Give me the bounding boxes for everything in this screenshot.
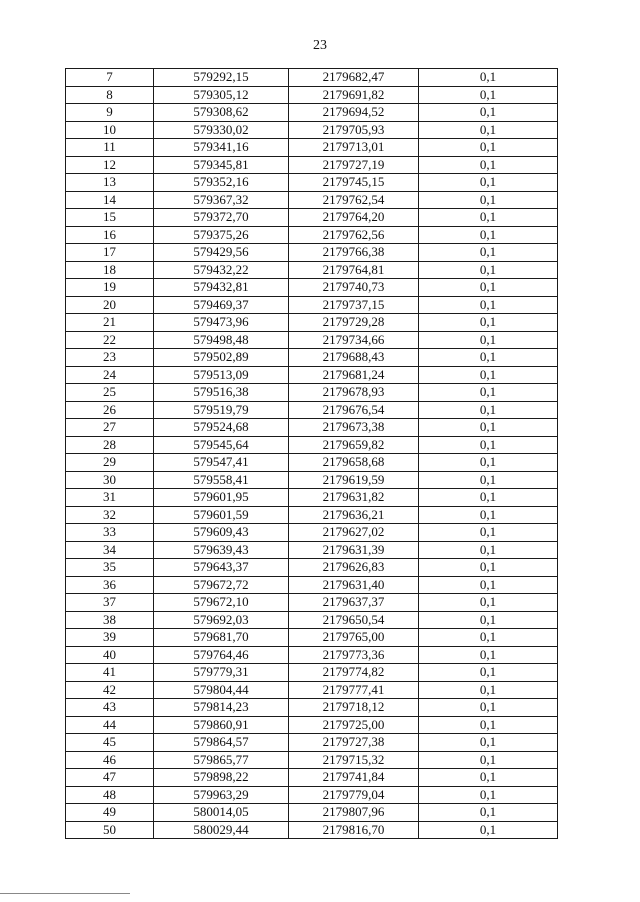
point-number-cell: 33	[66, 524, 154, 542]
y-coordinate-cell: 2179678,93	[289, 384, 419, 402]
y-coordinate-cell: 2179777,41	[289, 681, 419, 699]
y-coordinate-cell: 2179705,93	[289, 121, 419, 139]
accuracy-cell: 0,1	[419, 314, 558, 332]
x-coordinate-cell: 579305,12	[154, 86, 289, 104]
point-number-cell: 26	[66, 401, 154, 419]
x-coordinate-cell: 579643,37	[154, 559, 289, 577]
point-number-cell: 9	[66, 104, 154, 122]
y-coordinate-cell: 2179636,21	[289, 506, 419, 524]
point-number-cell: 10	[66, 121, 154, 139]
accuracy-cell: 0,1	[419, 261, 558, 279]
table-row	[66, 139, 558, 157]
point-number-cell: 25	[66, 384, 154, 402]
table-row	[66, 734, 558, 752]
y-coordinate-cell: 2179725,00	[289, 716, 419, 734]
point-number-cell: 39	[66, 629, 154, 647]
table-row	[66, 384, 558, 402]
table-row	[66, 191, 558, 209]
table-row	[66, 454, 558, 472]
x-coordinate-cell: 579814,23	[154, 699, 289, 717]
accuracy-cell: 0,1	[419, 331, 558, 349]
point-number-cell: 31	[66, 489, 154, 507]
x-coordinate-cell: 579372,70	[154, 209, 289, 227]
accuracy-cell: 0,1	[419, 664, 558, 682]
x-coordinate-cell: 579764,46	[154, 646, 289, 664]
point-number-cell: 22	[66, 331, 154, 349]
table-row	[66, 174, 558, 192]
accuracy-cell: 0,1	[419, 139, 558, 157]
x-coordinate-cell: 579469,37	[154, 296, 289, 314]
y-coordinate-cell: 2179727,38	[289, 734, 419, 752]
accuracy-cell: 0,1	[419, 646, 558, 664]
table-row	[66, 314, 558, 332]
x-coordinate-cell: 579473,96	[154, 314, 289, 332]
y-coordinate-cell: 2179626,83	[289, 559, 419, 577]
point-number-cell: 49	[66, 804, 154, 822]
accuracy-cell: 0,1	[419, 86, 558, 104]
point-number-cell: 42	[66, 681, 154, 699]
point-number-cell: 36	[66, 576, 154, 594]
accuracy-cell: 0,1	[419, 349, 558, 367]
point-number-cell: 14	[66, 191, 154, 209]
table-row	[66, 611, 558, 629]
accuracy-cell: 0,1	[419, 226, 558, 244]
page-bottom-rule	[0, 893, 130, 894]
point-number-cell: 32	[66, 506, 154, 524]
x-coordinate-cell: 579519,79	[154, 401, 289, 419]
table-row	[66, 244, 558, 262]
accuracy-cell: 0,1	[419, 69, 558, 87]
accuracy-cell: 0,1	[419, 384, 558, 402]
x-coordinate-cell: 579672,10	[154, 594, 289, 612]
point-number-cell: 21	[66, 314, 154, 332]
x-coordinate-cell: 579375,26	[154, 226, 289, 244]
x-coordinate-cell: 579860,91	[154, 716, 289, 734]
point-number-cell: 30	[66, 471, 154, 489]
point-number-cell: 34	[66, 541, 154, 559]
accuracy-cell: 0,1	[419, 121, 558, 139]
y-coordinate-cell: 2179688,43	[289, 349, 419, 367]
y-coordinate-cell: 2179658,68	[289, 454, 419, 472]
point-number-cell: 46	[66, 751, 154, 769]
point-number-cell: 38	[66, 611, 154, 629]
accuracy-cell: 0,1	[419, 279, 558, 297]
x-coordinate-cell: 579432,81	[154, 279, 289, 297]
table-row	[66, 786, 558, 804]
table-row	[66, 209, 558, 227]
x-coordinate-cell: 579692,03	[154, 611, 289, 629]
table-row	[66, 716, 558, 734]
accuracy-cell: 0,1	[419, 401, 558, 419]
table-row	[66, 296, 558, 314]
x-coordinate-cell: 579292,15	[154, 69, 289, 87]
y-coordinate-cell: 2179737,15	[289, 296, 419, 314]
y-coordinate-cell: 2179715,32	[289, 751, 419, 769]
accuracy-cell: 0,1	[419, 699, 558, 717]
x-coordinate-cell: 579865,77	[154, 751, 289, 769]
x-coordinate-cell: 580029,44	[154, 821, 289, 839]
table-row	[66, 524, 558, 542]
x-coordinate-cell: 579308,62	[154, 104, 289, 122]
y-coordinate-cell: 2179631,82	[289, 489, 419, 507]
x-coordinate-cell: 579502,89	[154, 349, 289, 367]
accuracy-cell: 0,1	[419, 769, 558, 787]
table-row	[66, 401, 558, 419]
table-row	[66, 541, 558, 559]
x-coordinate-cell: 579345,81	[154, 156, 289, 174]
accuracy-cell: 0,1	[419, 804, 558, 822]
accuracy-cell: 0,1	[419, 366, 558, 384]
x-coordinate-cell: 580014,05	[154, 804, 289, 822]
table-row	[66, 804, 558, 822]
x-coordinate-cell: 579498,48	[154, 331, 289, 349]
x-coordinate-cell: 579524,68	[154, 419, 289, 437]
accuracy-cell: 0,1	[419, 576, 558, 594]
accuracy-cell: 0,1	[419, 506, 558, 524]
table-row	[66, 121, 558, 139]
accuracy-cell: 0,1	[419, 104, 558, 122]
x-coordinate-cell: 579639,43	[154, 541, 289, 559]
point-number-cell: 20	[66, 296, 154, 314]
x-coordinate-cell: 579341,16	[154, 139, 289, 157]
accuracy-cell: 0,1	[419, 681, 558, 699]
accuracy-cell: 0,1	[419, 594, 558, 612]
y-coordinate-cell: 2179681,24	[289, 366, 419, 384]
page-number: 23	[313, 38, 327, 53]
y-coordinate-cell: 2179766,38	[289, 244, 419, 262]
y-coordinate-cell: 2179764,81	[289, 261, 419, 279]
x-coordinate-cell: 579516,38	[154, 384, 289, 402]
y-coordinate-cell: 2179682,47	[289, 69, 419, 87]
point-number-cell: 15	[66, 209, 154, 227]
y-coordinate-cell: 2179727,19	[289, 156, 419, 174]
accuracy-cell: 0,1	[419, 821, 558, 839]
coordinates-table	[65, 68, 558, 839]
table-row	[66, 681, 558, 699]
accuracy-cell: 0,1	[419, 524, 558, 542]
table-row	[66, 664, 558, 682]
accuracy-cell: 0,1	[419, 751, 558, 769]
x-coordinate-cell: 579601,59	[154, 506, 289, 524]
point-number-cell: 47	[66, 769, 154, 787]
point-number-cell: 50	[66, 821, 154, 839]
table-row	[66, 629, 558, 647]
table-row	[66, 594, 558, 612]
y-coordinate-cell: 2179734,66	[289, 331, 419, 349]
x-coordinate-cell: 579681,70	[154, 629, 289, 647]
x-coordinate-cell: 579609,43	[154, 524, 289, 542]
table-row	[66, 156, 558, 174]
table-row	[66, 104, 558, 122]
table-row	[66, 349, 558, 367]
accuracy-cell: 0,1	[419, 244, 558, 262]
point-number-cell: 37	[66, 594, 154, 612]
y-coordinate-cell: 2179729,28	[289, 314, 419, 332]
x-coordinate-cell: 579513,09	[154, 366, 289, 384]
table-row	[66, 226, 558, 244]
point-number-cell: 23	[66, 349, 154, 367]
point-number-cell: 13	[66, 174, 154, 192]
table-row	[66, 261, 558, 279]
y-coordinate-cell: 2179779,04	[289, 786, 419, 804]
accuracy-cell: 0,1	[419, 716, 558, 734]
accuracy-cell: 0,1	[419, 489, 558, 507]
y-coordinate-cell: 2179762,56	[289, 226, 419, 244]
point-number-cell: 16	[66, 226, 154, 244]
x-coordinate-cell: 579547,41	[154, 454, 289, 472]
table-row	[66, 769, 558, 787]
x-coordinate-cell: 579558,41	[154, 471, 289, 489]
accuracy-cell: 0,1	[419, 419, 558, 437]
point-number-cell: 17	[66, 244, 154, 262]
x-coordinate-cell: 579432,22	[154, 261, 289, 279]
table-row	[66, 646, 558, 664]
table-row	[66, 279, 558, 297]
table-row	[66, 751, 558, 769]
x-coordinate-cell: 579330,02	[154, 121, 289, 139]
y-coordinate-cell: 2179637,37	[289, 594, 419, 612]
point-number-cell: 7	[66, 69, 154, 87]
point-number-cell: 45	[66, 734, 154, 752]
x-coordinate-cell: 579545,64	[154, 436, 289, 454]
accuracy-cell: 0,1	[419, 541, 558, 559]
accuracy-cell: 0,1	[419, 471, 558, 489]
x-coordinate-cell: 579898,22	[154, 769, 289, 787]
point-number-cell: 35	[66, 559, 154, 577]
y-coordinate-cell: 2179807,96	[289, 804, 419, 822]
accuracy-cell: 0,1	[419, 734, 558, 752]
x-coordinate-cell: 579779,31	[154, 664, 289, 682]
accuracy-cell: 0,1	[419, 611, 558, 629]
accuracy-cell: 0,1	[419, 174, 558, 192]
y-coordinate-cell: 2179631,39	[289, 541, 419, 559]
point-number-cell: 44	[66, 716, 154, 734]
table-row	[66, 699, 558, 717]
y-coordinate-cell: 2179713,01	[289, 139, 419, 157]
table-row	[66, 576, 558, 594]
x-coordinate-cell: 579963,29	[154, 786, 289, 804]
x-coordinate-cell: 579804,44	[154, 681, 289, 699]
y-coordinate-cell: 2179741,84	[289, 769, 419, 787]
x-coordinate-cell: 579864,57	[154, 734, 289, 752]
point-number-cell: 27	[66, 419, 154, 437]
y-coordinate-cell: 2179627,02	[289, 524, 419, 542]
y-coordinate-cell: 2179773,36	[289, 646, 419, 664]
y-coordinate-cell: 2179694,52	[289, 104, 419, 122]
coordinates-table-body	[66, 69, 558, 839]
accuracy-cell: 0,1	[419, 191, 558, 209]
accuracy-cell: 0,1	[419, 296, 558, 314]
y-coordinate-cell: 2179774,82	[289, 664, 419, 682]
point-number-cell: 18	[66, 261, 154, 279]
accuracy-cell: 0,1	[419, 559, 558, 577]
accuracy-cell: 0,1	[419, 629, 558, 647]
y-coordinate-cell: 2179619,59	[289, 471, 419, 489]
y-coordinate-cell: 2179762,54	[289, 191, 419, 209]
y-coordinate-cell: 2179650,54	[289, 611, 419, 629]
y-coordinate-cell: 2179765,00	[289, 629, 419, 647]
point-number-cell: 29	[66, 454, 154, 472]
accuracy-cell: 0,1	[419, 786, 558, 804]
table-row	[66, 69, 558, 87]
y-coordinate-cell: 2179764,20	[289, 209, 419, 227]
x-coordinate-cell: 579352,16	[154, 174, 289, 192]
y-coordinate-cell: 2179659,82	[289, 436, 419, 454]
accuracy-cell: 0,1	[419, 436, 558, 454]
y-coordinate-cell: 2179745,15	[289, 174, 419, 192]
y-coordinate-cell: 2179676,54	[289, 401, 419, 419]
table-row	[66, 419, 558, 437]
table-row	[66, 821, 558, 839]
table-row	[66, 489, 558, 507]
accuracy-cell: 0,1	[419, 209, 558, 227]
point-number-cell: 19	[66, 279, 154, 297]
table-row	[66, 559, 558, 577]
y-coordinate-cell: 2179816,70	[289, 821, 419, 839]
y-coordinate-cell: 2179631,40	[289, 576, 419, 594]
table-row	[66, 331, 558, 349]
y-coordinate-cell: 2179740,73	[289, 279, 419, 297]
x-coordinate-cell: 579367,32	[154, 191, 289, 209]
x-coordinate-cell: 579672,72	[154, 576, 289, 594]
point-number-cell: 41	[66, 664, 154, 682]
y-coordinate-cell: 2179673,38	[289, 419, 419, 437]
point-number-cell: 12	[66, 156, 154, 174]
point-number-cell: 43	[66, 699, 154, 717]
accuracy-cell: 0,1	[419, 454, 558, 472]
table-row	[66, 471, 558, 489]
x-coordinate-cell: 579601,95	[154, 489, 289, 507]
table-row	[66, 506, 558, 524]
y-coordinate-cell: 2179691,82	[289, 86, 419, 104]
table-row	[66, 86, 558, 104]
x-coordinate-cell: 579429,56	[154, 244, 289, 262]
point-number-cell: 24	[66, 366, 154, 384]
y-coordinate-cell: 2179718,12	[289, 699, 419, 717]
point-number-cell: 40	[66, 646, 154, 664]
point-number-cell: 8	[66, 86, 154, 104]
point-number-cell: 28	[66, 436, 154, 454]
table-row	[66, 436, 558, 454]
accuracy-cell: 0,1	[419, 156, 558, 174]
point-number-cell: 11	[66, 139, 154, 157]
table-row	[66, 366, 558, 384]
point-number-cell: 48	[66, 786, 154, 804]
